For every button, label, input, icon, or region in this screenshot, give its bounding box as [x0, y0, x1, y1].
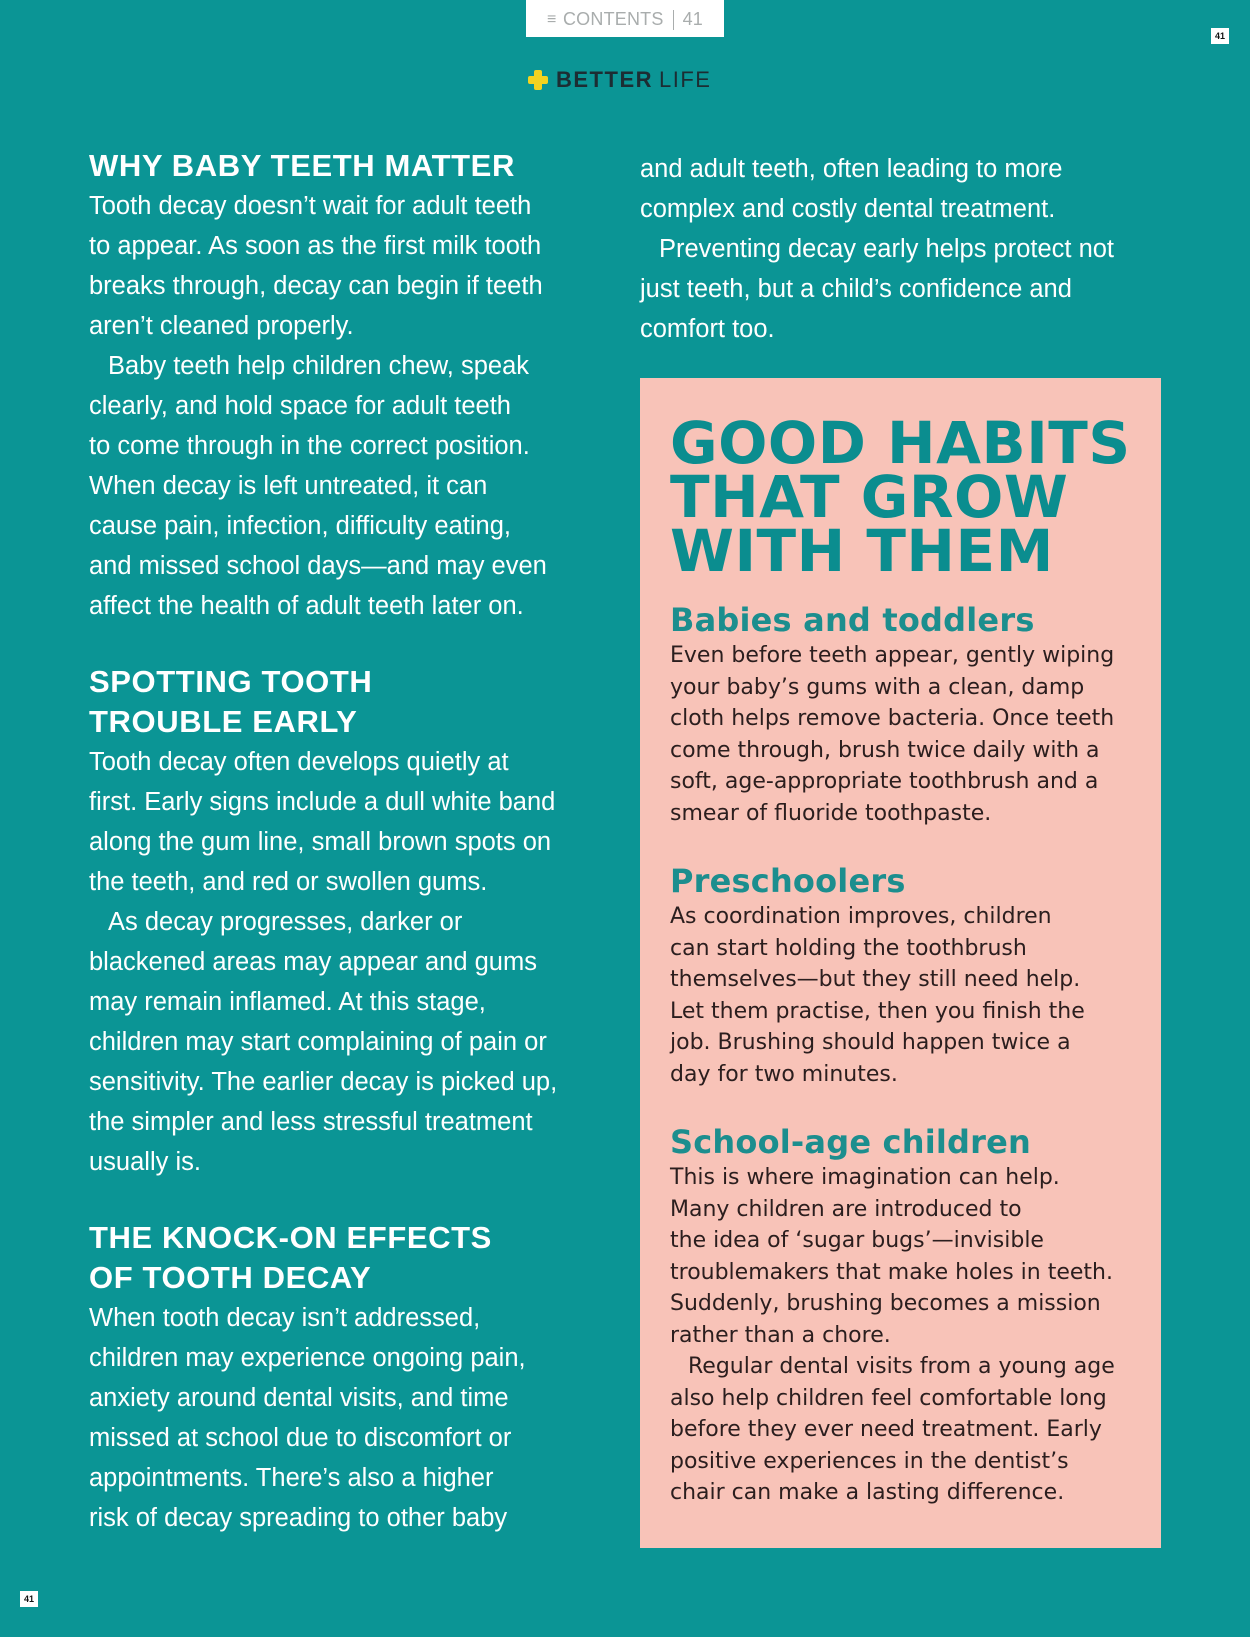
article-section [89, 1218, 609, 1538]
text-line: smear of fluoride toothpaste. [670, 800, 992, 826]
section-heading [89, 662, 609, 742]
text-line: Preventing decay early helps protect not [659, 235, 1115, 263]
text-line: Tooth decay often develops quietly at [89, 748, 509, 776]
text-line: comfort too. [640, 315, 775, 343]
text-line: chair can make a lasting difference. [670, 1480, 1065, 1505]
page-number-badge-top: 41 [1211, 28, 1229, 44]
plus-icon [528, 70, 548, 90]
paragraph [89, 186, 609, 346]
sidebar-group [670, 861, 1141, 1090]
text-line: missed at school due to discomfort or [89, 1424, 512, 1452]
title-line: THAT GROW [670, 463, 1069, 531]
text-line: complex and costly dental treatment. [640, 195, 1056, 223]
text-line: Even before teeth appear, gently wiping [670, 643, 1115, 668]
spacer [89, 1182, 609, 1218]
text-line: themselves—but they still need help. [670, 967, 1081, 992]
paragraph [89, 902, 609, 1182]
text-line: can start holding the toothbrush [670, 935, 1027, 961]
text-line: breaks through, decay can begin if teeth [89, 272, 543, 300]
text-line: to appear. As soon as the first milk tooth [89, 232, 542, 260]
text-line: troublemakers that make holes in teeth. [670, 1259, 1113, 1285]
menu-icon: ≡ [546, 10, 557, 28]
text-line: your baby’s gums with a clean, damp [670, 674, 1085, 700]
text-line: job. Brushing should happen twice a [670, 1030, 1071, 1055]
text-line: As coordination improves, children [670, 904, 1052, 929]
title-line: GOOD HABITS [670, 409, 1131, 477]
text-line: anxiety around dental visits, and time [89, 1384, 509, 1412]
section-heading: WHY BABY TEETH MATTER [89, 148, 515, 183]
spacer [89, 626, 609, 662]
text-line: to come through in the correct position. [89, 432, 530, 460]
text-line: come through, brush twice daily with a [670, 737, 1100, 763]
heading-line: SPOTTING TOOTH [89, 664, 373, 699]
sidebar-group [670, 1122, 1141, 1509]
contents-label: CONTENTS [562, 9, 664, 29]
text-line: When decay is left untreated, it can [89, 472, 488, 500]
paragraph [89, 1298, 609, 1538]
text-line: the teeth, and red or swollen gums. [89, 868, 488, 896]
text-line: Let them practise, then you finish the [670, 998, 1085, 1024]
sidebar-subheading: Preschoolers [670, 862, 906, 900]
sidebar-title [670, 409, 1141, 585]
page-number-badge-bottom: 41 [20, 1591, 38, 1607]
text-line: also help children feel comfortable long [670, 1385, 1107, 1411]
paragraph [89, 346, 609, 626]
text-line: rather than a chore. [670, 1322, 891, 1348]
text-line: Baby teeth help children chew, speak [108, 352, 530, 380]
paragraph [640, 149, 1180, 229]
paragraph [89, 742, 609, 902]
text-line: Tooth decay doesn’t wait for adult teeth [89, 192, 532, 220]
text-line: When tooth decay isn’t addressed, [89, 1304, 481, 1332]
section-label [528, 66, 711, 94]
text-line: cause pain, infection, difficulty eating, [89, 512, 511, 540]
spacer [670, 829, 1141, 861]
text-line: This is where imagination can help. [670, 1165, 1060, 1190]
section-heading [89, 1218, 609, 1298]
sidebar-box [640, 378, 1161, 1548]
text-line: along the gum line, small brown spots on [89, 828, 552, 856]
heading-line: OF TOOTH DECAY [89, 1260, 372, 1295]
article-left-column [89, 146, 609, 1538]
text-line: soft, age-appropriate toothbrush and a [670, 769, 1099, 794]
title-line: WITH THEM [670, 517, 1054, 585]
article-continuation [640, 149, 1180, 349]
text-line: children may start complaining of pain or [89, 1028, 547, 1056]
text-line: clearly, and hold space for adult teeth [89, 392, 511, 420]
divider [673, 10, 674, 30]
section-label-bold: BETTER [556, 67, 653, 92]
heading-line: TROUBLE EARLY [89, 704, 358, 739]
text-line: children may experience ongoing pain, [89, 1344, 526, 1372]
text-line: aren’t cleaned properly. [89, 312, 354, 340]
text-line: the simpler and less stressful treatment [89, 1108, 533, 1136]
text-line: usually is. [89, 1148, 201, 1176]
article-section [89, 146, 609, 626]
spacer [670, 1090, 1141, 1122]
text-line: sensitivity. The earlier decay is picked up, [89, 1068, 558, 1096]
text-line: risk of decay spreading to other baby [89, 1504, 508, 1532]
text-line: cloth helps remove bacteria. Once teeth [670, 706, 1115, 731]
sidebar-subheading: School-age children [670, 1123, 1032, 1161]
text-line: positive experiences in the dentist’s [670, 1448, 1069, 1474]
text-line: affect the health of adult teeth later on. [89, 592, 524, 620]
text-line: blackened areas may appear and gums [89, 948, 537, 976]
text-line: first. Early signs include a dull white band [89, 788, 556, 816]
text-line: the idea of ‘sugar bugs’—invisible [670, 1228, 1044, 1253]
text-line: As decay progresses, darker or [108, 908, 463, 936]
text-line: Regular dental visits from a young age [688, 1354, 1115, 1379]
sidebar-subheading: Babies and toddlers [670, 601, 1035, 639]
paragraph [640, 229, 1180, 349]
section-label-light: LIFE [659, 67, 712, 92]
text-line: before they ever need treatment. Early [670, 1417, 1102, 1442]
text-line: Many children are introduced to [670, 1196, 1022, 1222]
text-line: Suddenly, brushing becomes a mission [670, 1291, 1101, 1316]
text-line: and missed school days—and may even [89, 552, 547, 580]
contents-page-number: 41 [682, 9, 704, 29]
sidebar-group [670, 600, 1141, 829]
text-line: and adult teeth, often leading to more [640, 155, 1063, 183]
text-line: day for two minutes. [670, 1061, 898, 1087]
heading-line: THE KNOCK-ON EFFECTS [89, 1220, 492, 1255]
article-section [89, 662, 609, 1182]
text-line: may remain inflamed. At this stage, [89, 988, 486, 1016]
text-line: appointments. There’s also a higher [89, 1464, 494, 1492]
text-line: just teeth, but a child’s confidence and [640, 275, 1072, 303]
contents-button[interactable] [526, 0, 724, 37]
